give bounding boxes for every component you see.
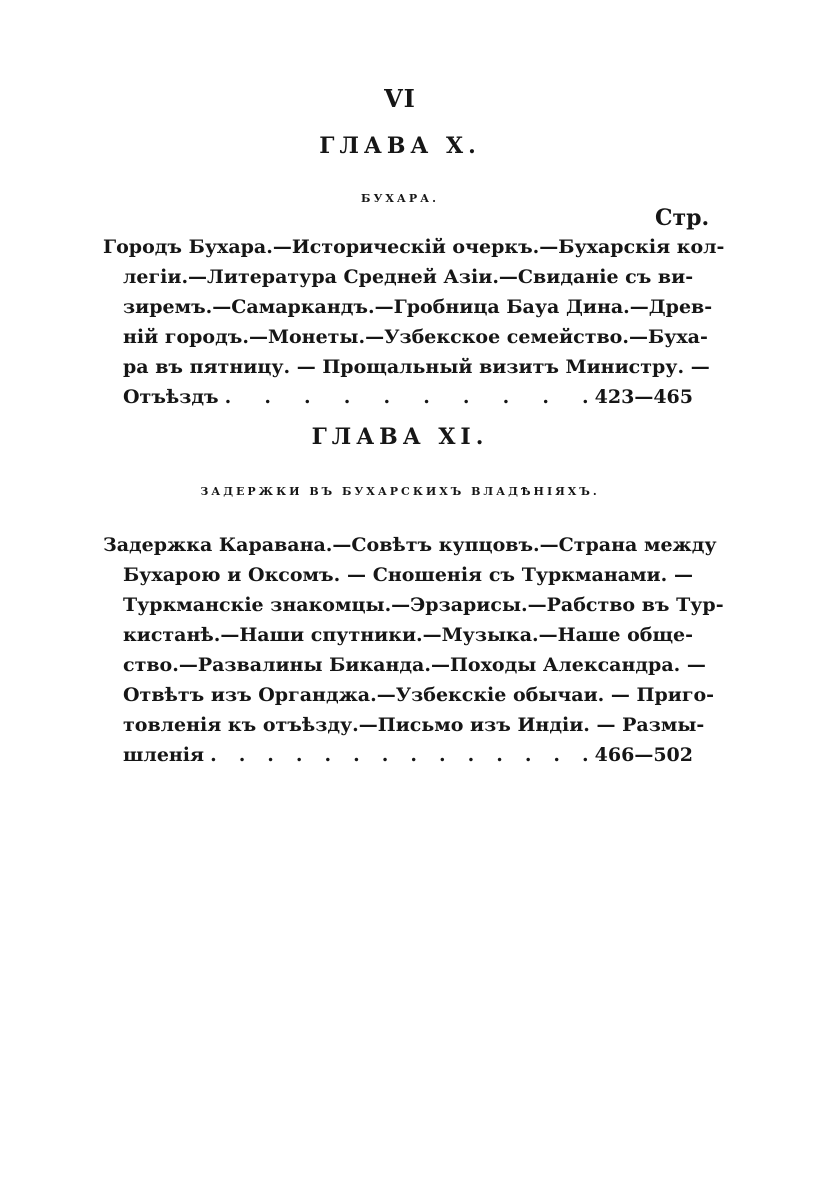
chapter-subtitle: ЗАДЕРЖКИ ВЪ БУХАРСКИХЪ ВЛАДѢНІЯХЪ. xyxy=(200,485,600,498)
toc-line: ство.—Развалины Биканда.—Походы Александра. — xyxy=(123,654,706,676)
toc-entry-chapter-11 xyxy=(103,530,724,770)
toc-line: кистанѣ.—Наши спутники.—Музыка.—Наше обще- xyxy=(123,624,693,646)
toc-line: легіи.—Литература Средней Азіи.—Свиданіе съ ви- xyxy=(123,266,694,288)
toc-line: Бухарою и Оксомъ. — Сношенія съ Туркманами. — xyxy=(123,564,693,586)
chapter-subtitle: БУХАРА. xyxy=(361,192,439,205)
page-range: 466—502 xyxy=(594,744,693,766)
pages-column-label: Стр. xyxy=(655,205,710,231)
leader-dots: . . . . . . . . . . . . . . xyxy=(210,744,589,766)
page-number: VI xyxy=(384,84,416,113)
chapter-title: ГЛАВА X. xyxy=(319,133,481,159)
toc-line: Туркманскіе знакомцы.—Эрзарисы.—Рабство въ Тур- xyxy=(123,594,724,616)
toc-line: зиремъ.—Самаркандъ.—Гробница Бауа Дина.—Древ- xyxy=(123,296,713,318)
toc-line: Городъ Бухара.—Историческій очеркъ.—Бухарскія кол- xyxy=(103,236,725,258)
toc-line: ній городъ.—Монеты.—Узбекское семейство.—Буха- xyxy=(123,326,708,348)
toc-line: ра въ пятницу. — Прощальный визитъ Министру. — xyxy=(123,356,710,378)
toc-line: Отвѣтъ изъ Органджа.—Узбекскіе обычаи. — Приго- xyxy=(123,684,715,706)
toc-last-line xyxy=(123,740,693,770)
toc-line-text: Отъѣздъ xyxy=(123,386,219,408)
toc-line: товленія къ отъѣзду.—Письмо изъ Индіи. — Размы- xyxy=(123,714,705,736)
toc-line: Задержка Каравана.—Совѣтъ купцовъ.—Страна между xyxy=(103,534,717,556)
toc-last-line xyxy=(123,382,693,412)
toc-line-text: шленія xyxy=(123,744,205,766)
toc-entry-chapter-10 xyxy=(103,232,725,412)
leader-dots: . . . . . . . . . . xyxy=(224,386,589,408)
chapter-title: ГЛАВА XI. xyxy=(311,424,489,450)
page-range: 423—465 xyxy=(594,386,693,408)
